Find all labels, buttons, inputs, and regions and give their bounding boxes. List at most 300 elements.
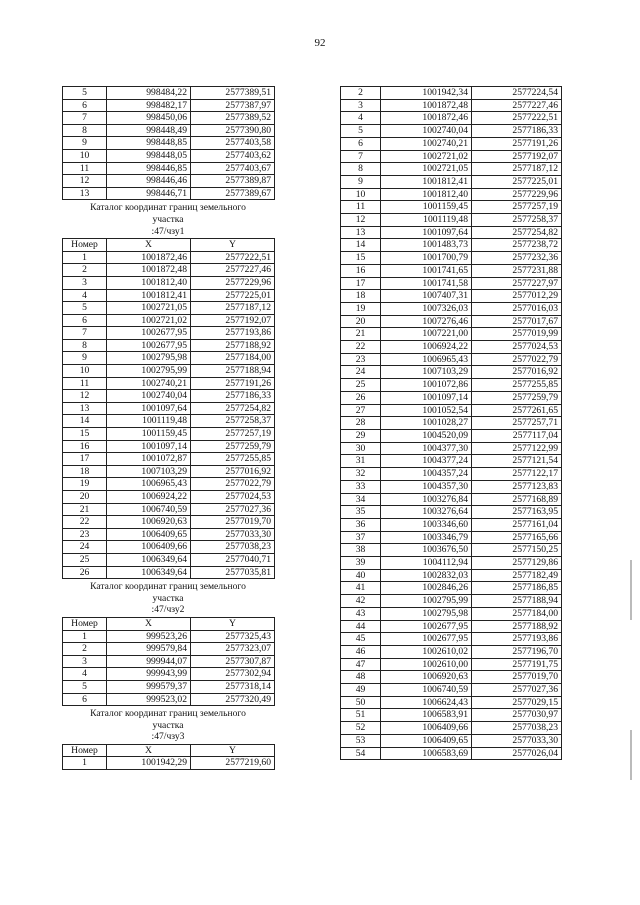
header-x: X bbox=[107, 239, 191, 252]
header-number: Номер bbox=[63, 239, 107, 252]
x-coordinate-cell: 1006409,65 bbox=[381, 734, 472, 747]
y-coordinate-cell: 2577261,65 bbox=[472, 404, 562, 417]
point-number-cell: 16 bbox=[341, 264, 381, 277]
y-coordinate-cell: 2577186,85 bbox=[472, 582, 562, 595]
point-number-cell: 4 bbox=[63, 289, 107, 302]
x-coordinate-cell: 1001097,14 bbox=[107, 440, 191, 453]
y-coordinate-cell: 2577029,15 bbox=[472, 696, 562, 709]
y-coordinate-cell: 2577227,46 bbox=[191, 264, 275, 277]
x-coordinate-cell: 1006740,59 bbox=[107, 503, 191, 516]
point-number-cell: 43 bbox=[341, 607, 381, 620]
x-coordinate-cell: 1006965,43 bbox=[381, 353, 472, 366]
x-coordinate-cell: 1006740,59 bbox=[381, 684, 472, 697]
catalog-caption-zu1: Каталог координат границ земельного участка :47/чзу1 bbox=[90, 202, 246, 237]
x-coordinate-cell: 1006920,63 bbox=[381, 671, 472, 684]
table-row bbox=[341, 633, 562, 646]
x-coordinate-cell: 1002740,04 bbox=[107, 390, 191, 403]
point-number-cell: 22 bbox=[341, 341, 381, 354]
x-coordinate-cell: 1001872,48 bbox=[107, 264, 191, 277]
y-coordinate-cell: 2577254,82 bbox=[472, 226, 562, 239]
header-y: Y bbox=[191, 239, 275, 252]
table-row bbox=[341, 518, 562, 531]
point-number-cell: 7 bbox=[341, 150, 381, 163]
point-number-cell: 7 bbox=[63, 327, 107, 340]
y-coordinate-cell: 2577038,23 bbox=[191, 541, 275, 554]
y-coordinate-cell: 2577227,97 bbox=[472, 277, 562, 290]
y-coordinate-cell: 2577302,94 bbox=[191, 668, 275, 681]
catalog-caption-zu3: Каталог координат границ земельного участка :47/чзу3 bbox=[90, 708, 246, 743]
table-row bbox=[63, 402, 275, 415]
point-number-cell: 10 bbox=[63, 149, 107, 162]
table-row bbox=[63, 440, 275, 453]
point-number-cell: 30 bbox=[341, 442, 381, 455]
table-row bbox=[341, 328, 562, 341]
table-row bbox=[341, 607, 562, 620]
point-number-cell: 15 bbox=[63, 428, 107, 441]
point-number-cell: 40 bbox=[341, 569, 381, 582]
x-coordinate-cell: 999579,37 bbox=[107, 680, 191, 693]
header-y: Y bbox=[191, 617, 275, 630]
header-x: X bbox=[107, 744, 191, 757]
table-row bbox=[341, 506, 562, 519]
x-coordinate-cell: 1007221,00 bbox=[381, 328, 472, 341]
y-coordinate-cell: 2577257,19 bbox=[472, 201, 562, 214]
x-coordinate-cell: 1002795,99 bbox=[381, 595, 472, 608]
table-row bbox=[63, 352, 275, 365]
y-coordinate-cell: 2577222,51 bbox=[191, 251, 275, 264]
point-number-cell: 9 bbox=[63, 352, 107, 365]
point-number-cell: 3 bbox=[341, 99, 381, 112]
y-coordinate-cell: 2577229,96 bbox=[191, 276, 275, 289]
point-number-cell: 13 bbox=[63, 187, 107, 200]
table-row bbox=[63, 553, 275, 566]
point-number-cell: 15 bbox=[341, 252, 381, 265]
y-coordinate-cell: 2577191,26 bbox=[191, 377, 275, 390]
point-number-cell: 9 bbox=[63, 137, 107, 150]
x-coordinate-cell: 1001159,45 bbox=[381, 201, 472, 214]
x-coordinate-cell: 1007276,46 bbox=[381, 315, 472, 328]
y-coordinate-cell: 2577258,37 bbox=[191, 415, 275, 428]
point-number-cell: 13 bbox=[63, 402, 107, 415]
y-coordinate-cell: 2577387,97 bbox=[191, 99, 275, 112]
y-coordinate-cell: 2577193,86 bbox=[191, 327, 275, 340]
point-number-cell: 10 bbox=[63, 365, 107, 378]
x-coordinate-cell: 1006409,65 bbox=[107, 528, 191, 541]
table-row bbox=[63, 377, 275, 390]
table-row bbox=[63, 251, 275, 264]
header-number: Номер bbox=[63, 617, 107, 630]
y-coordinate-cell: 2577229,96 bbox=[472, 188, 562, 201]
table-row bbox=[341, 544, 562, 557]
table-row bbox=[341, 480, 562, 493]
table-row bbox=[63, 528, 275, 541]
x-coordinate-cell: 1001812,40 bbox=[381, 188, 472, 201]
y-coordinate-cell: 2577117,04 bbox=[472, 429, 562, 442]
point-number-cell: 33 bbox=[341, 480, 381, 493]
table-row bbox=[63, 693, 275, 706]
point-number-cell: 27 bbox=[341, 404, 381, 417]
table-row bbox=[63, 162, 275, 175]
y-coordinate-cell: 2577129,86 bbox=[472, 557, 562, 570]
y-coordinate-cell: 2577123,83 bbox=[472, 480, 562, 493]
x-coordinate-cell: 1006965,43 bbox=[107, 478, 191, 491]
page-number: 92 bbox=[314, 37, 326, 49]
left-column bbox=[62, 86, 274, 770]
x-coordinate-cell: 1002677,95 bbox=[381, 633, 472, 646]
y-coordinate-cell: 2577188,92 bbox=[472, 620, 562, 633]
x-coordinate-cell: 1002721,02 bbox=[107, 314, 191, 327]
x-coordinate-cell: 1002795,98 bbox=[381, 607, 472, 620]
y-coordinate-cell: 2577024,53 bbox=[191, 491, 275, 504]
table-row bbox=[341, 366, 562, 379]
y-coordinate-cell: 2577257,19 bbox=[191, 428, 275, 441]
y-coordinate-cell: 2577182,49 bbox=[472, 569, 562, 582]
point-number-cell: 32 bbox=[341, 468, 381, 481]
point-number-cell: 6 bbox=[63, 314, 107, 327]
y-coordinate-cell: 2577224,54 bbox=[472, 87, 562, 100]
table-row bbox=[341, 429, 562, 442]
x-coordinate-cell: 999943,99 bbox=[107, 668, 191, 681]
point-number-cell: 2 bbox=[63, 264, 107, 277]
y-coordinate-cell: 2577187,12 bbox=[191, 302, 275, 315]
x-coordinate-cell: 1001119,48 bbox=[381, 214, 472, 227]
point-number-cell: 24 bbox=[63, 541, 107, 554]
x-coordinate-cell: 1006924,22 bbox=[381, 341, 472, 354]
table-row bbox=[341, 252, 562, 265]
point-number-cell: 1 bbox=[63, 757, 107, 770]
point-number-cell: 8 bbox=[63, 124, 107, 137]
table-row bbox=[63, 655, 275, 668]
table-row bbox=[341, 620, 562, 633]
y-coordinate-cell: 2577231,88 bbox=[472, 264, 562, 277]
y-coordinate-cell: 2577161,04 bbox=[472, 518, 562, 531]
point-number-cell: 1 bbox=[63, 251, 107, 264]
table-row bbox=[63, 390, 275, 403]
x-coordinate-cell: 1003276,84 bbox=[381, 493, 472, 506]
point-number-cell: 38 bbox=[341, 544, 381, 557]
point-number-cell: 1 bbox=[63, 630, 107, 643]
x-coordinate-cell: 1001097,64 bbox=[107, 402, 191, 415]
x-coordinate-cell: 1001812,41 bbox=[381, 175, 472, 188]
header-number: Номер bbox=[63, 744, 107, 757]
x-coordinate-cell: 1001483,73 bbox=[381, 239, 472, 252]
x-coordinate-cell: 1002721,05 bbox=[381, 163, 472, 176]
table-row bbox=[341, 391, 562, 404]
point-number-cell: 2 bbox=[341, 87, 381, 100]
x-coordinate-cell: 998484,22 bbox=[107, 87, 191, 100]
point-number-cell: 26 bbox=[341, 391, 381, 404]
table-row bbox=[63, 643, 275, 656]
point-number-cell: 31 bbox=[341, 455, 381, 468]
y-coordinate-cell: 2577040,71 bbox=[191, 553, 275, 566]
point-number-cell: 47 bbox=[341, 658, 381, 671]
x-coordinate-cell: 1001942,34 bbox=[381, 87, 472, 100]
point-number-cell: 3 bbox=[63, 276, 107, 289]
y-coordinate-cell: 2577026,04 bbox=[472, 747, 562, 760]
y-coordinate-cell: 2577227,46 bbox=[472, 99, 562, 112]
table-row bbox=[341, 112, 562, 125]
x-coordinate-cell: 1006583,91 bbox=[381, 709, 472, 722]
point-number-cell: 8 bbox=[63, 339, 107, 352]
right-column bbox=[340, 86, 561, 760]
point-number-cell: 24 bbox=[341, 366, 381, 379]
table-row bbox=[341, 175, 562, 188]
x-coordinate-cell: 999579,84 bbox=[107, 643, 191, 656]
x-coordinate-cell: 1006583,69 bbox=[381, 747, 472, 760]
point-number-cell: 14 bbox=[341, 239, 381, 252]
point-number-cell: 4 bbox=[341, 112, 381, 125]
table-row bbox=[63, 668, 275, 681]
x-coordinate-cell: 1006409,66 bbox=[107, 541, 191, 554]
table-row bbox=[63, 365, 275, 378]
table-row bbox=[63, 757, 275, 770]
x-coordinate-cell: 1001072,86 bbox=[381, 379, 472, 392]
coord-table-zu2 bbox=[62, 617, 275, 706]
point-number-cell: 17 bbox=[341, 277, 381, 290]
x-coordinate-cell: 998448,49 bbox=[107, 124, 191, 137]
x-coordinate-cell: 1004377,24 bbox=[381, 455, 472, 468]
point-number-cell: 26 bbox=[63, 566, 107, 579]
table-row bbox=[341, 226, 562, 239]
x-coordinate-cell: 998446,46 bbox=[107, 175, 191, 188]
point-number-cell: 9 bbox=[341, 175, 381, 188]
table-row bbox=[341, 417, 562, 430]
table-row bbox=[341, 150, 562, 163]
x-coordinate-cell: 1007326,03 bbox=[381, 302, 472, 315]
y-coordinate-cell: 2577122,17 bbox=[472, 468, 562, 481]
x-coordinate-cell: 1002740,21 bbox=[381, 137, 472, 150]
table-row bbox=[341, 468, 562, 481]
x-coordinate-cell: 1002677,95 bbox=[107, 339, 191, 352]
table-row bbox=[63, 289, 275, 302]
point-number-cell: 29 bbox=[341, 429, 381, 442]
x-coordinate-cell: 1001741,58 bbox=[381, 277, 472, 290]
y-coordinate-cell: 2577188,92 bbox=[191, 339, 275, 352]
table-row bbox=[63, 680, 275, 693]
y-coordinate-cell: 2577390,80 bbox=[191, 124, 275, 137]
x-coordinate-cell: 999523,26 bbox=[107, 630, 191, 643]
coord-table-zu3 bbox=[62, 744, 275, 770]
y-coordinate-cell: 2577187,12 bbox=[472, 163, 562, 176]
y-coordinate-cell: 2577165,66 bbox=[472, 531, 562, 544]
y-coordinate-cell: 2577219,60 bbox=[191, 757, 275, 770]
header-x: X bbox=[107, 617, 191, 630]
x-coordinate-cell: 1004520,09 bbox=[381, 429, 472, 442]
table-row bbox=[341, 531, 562, 544]
table-row bbox=[63, 428, 275, 441]
x-coordinate-cell: 1002795,99 bbox=[107, 365, 191, 378]
y-coordinate-cell: 2577222,51 bbox=[472, 112, 562, 125]
point-number-cell: 25 bbox=[341, 379, 381, 392]
y-coordinate-cell: 2577320,49 bbox=[191, 693, 275, 706]
point-number-cell: 19 bbox=[341, 302, 381, 315]
x-coordinate-cell: 1006920,63 bbox=[107, 516, 191, 529]
x-coordinate-cell: 1001872,46 bbox=[107, 251, 191, 264]
y-coordinate-cell: 2577016,92 bbox=[191, 465, 275, 478]
x-coordinate-cell: 1004357,30 bbox=[381, 480, 472, 493]
point-number-cell: 21 bbox=[341, 328, 381, 341]
x-coordinate-cell: 1003676,50 bbox=[381, 544, 472, 557]
x-coordinate-cell: 1007103,29 bbox=[381, 366, 472, 379]
table-row bbox=[341, 747, 562, 760]
point-number-cell: 18 bbox=[341, 290, 381, 303]
x-coordinate-cell: 1004112,94 bbox=[381, 557, 472, 570]
table-row bbox=[63, 264, 275, 277]
y-coordinate-cell: 2577259,79 bbox=[472, 391, 562, 404]
x-coordinate-cell: 1006924,22 bbox=[107, 491, 191, 504]
table-row bbox=[63, 465, 275, 478]
x-coordinate-cell: 1002740,04 bbox=[381, 125, 472, 138]
point-number-cell: 37 bbox=[341, 531, 381, 544]
y-coordinate-cell: 2577403,67 bbox=[191, 162, 275, 175]
table-row bbox=[341, 442, 562, 455]
table-row bbox=[341, 188, 562, 201]
point-number-cell: 45 bbox=[341, 633, 381, 646]
y-coordinate-cell: 2577191,75 bbox=[472, 658, 562, 671]
y-coordinate-cell: 2577193,86 bbox=[472, 633, 562, 646]
y-coordinate-cell: 2577257,71 bbox=[472, 417, 562, 430]
x-coordinate-cell: 1001942,29 bbox=[107, 757, 191, 770]
y-coordinate-cell: 2577225,01 bbox=[191, 289, 275, 302]
x-coordinate-cell: 998446,71 bbox=[107, 187, 191, 200]
x-coordinate-cell: 1001700,79 bbox=[381, 252, 472, 265]
y-coordinate-cell: 2577403,58 bbox=[191, 137, 275, 150]
table-row bbox=[341, 671, 562, 684]
x-coordinate-cell: 1006349,64 bbox=[107, 566, 191, 579]
point-number-cell: 44 bbox=[341, 620, 381, 633]
point-number-cell: 3 bbox=[63, 655, 107, 668]
table-row bbox=[63, 503, 275, 516]
table-row bbox=[63, 276, 275, 289]
x-coordinate-cell: 1001812,40 bbox=[107, 276, 191, 289]
y-coordinate-cell: 2577184,00 bbox=[191, 352, 275, 365]
x-coordinate-cell: 998450,06 bbox=[107, 112, 191, 125]
table-row bbox=[341, 493, 562, 506]
x-coordinate-cell: 1001812,41 bbox=[107, 289, 191, 302]
y-coordinate-cell: 2577258,37 bbox=[472, 214, 562, 227]
y-coordinate-cell: 2577019,70 bbox=[472, 671, 562, 684]
x-coordinate-cell: 1002846,26 bbox=[381, 582, 472, 595]
point-number-cell: 22 bbox=[63, 516, 107, 529]
point-number-cell: 8 bbox=[341, 163, 381, 176]
point-number-cell: 19 bbox=[63, 478, 107, 491]
table-row bbox=[341, 290, 562, 303]
y-coordinate-cell: 2577024,53 bbox=[472, 341, 562, 354]
table-row bbox=[63, 99, 275, 112]
y-coordinate-cell: 2577030,97 bbox=[472, 709, 562, 722]
x-coordinate-cell: 998448,85 bbox=[107, 137, 191, 150]
table-row bbox=[341, 684, 562, 697]
point-number-cell: 14 bbox=[63, 415, 107, 428]
point-number-cell: 52 bbox=[341, 722, 381, 735]
table-row bbox=[341, 239, 562, 252]
y-coordinate-cell: 2577184,00 bbox=[472, 607, 562, 620]
table-row bbox=[63, 137, 275, 150]
coord-table-zu3-continued bbox=[340, 86, 562, 760]
y-coordinate-cell: 2577163,95 bbox=[472, 506, 562, 519]
table-row bbox=[63, 566, 275, 579]
point-number-cell: 5 bbox=[63, 302, 107, 315]
point-number-cell: 12 bbox=[341, 214, 381, 227]
table-row bbox=[63, 630, 275, 643]
y-coordinate-cell: 2577019,99 bbox=[472, 328, 562, 341]
table-row bbox=[341, 455, 562, 468]
x-coordinate-cell: 1002740,21 bbox=[107, 377, 191, 390]
point-number-cell: 34 bbox=[341, 493, 381, 506]
y-coordinate-cell: 2577012,29 bbox=[472, 290, 562, 303]
y-coordinate-cell: 2577192,07 bbox=[472, 150, 562, 163]
x-coordinate-cell: 1003346,60 bbox=[381, 518, 472, 531]
point-number-cell: 4 bbox=[63, 668, 107, 681]
point-number-cell: 10 bbox=[341, 188, 381, 201]
scan-margin-mark bbox=[630, 730, 632, 780]
table-row bbox=[63, 112, 275, 125]
y-coordinate-cell: 2577307,87 bbox=[191, 655, 275, 668]
point-number-cell: 23 bbox=[63, 528, 107, 541]
y-coordinate-cell: 2577389,52 bbox=[191, 112, 275, 125]
point-number-cell: 13 bbox=[341, 226, 381, 239]
table-row bbox=[63, 87, 275, 100]
x-coordinate-cell: 998448,05 bbox=[107, 149, 191, 162]
y-coordinate-cell: 2577191,26 bbox=[472, 137, 562, 150]
table-header-row bbox=[63, 744, 275, 757]
header-y: Y bbox=[191, 744, 275, 757]
y-coordinate-cell: 2577019,70 bbox=[191, 516, 275, 529]
y-coordinate-cell: 2577150,25 bbox=[472, 544, 562, 557]
point-number-cell: 39 bbox=[341, 557, 381, 570]
point-number-cell: 2 bbox=[63, 643, 107, 656]
point-number-cell: 41 bbox=[341, 582, 381, 595]
y-coordinate-cell: 2577016,92 bbox=[472, 366, 562, 379]
x-coordinate-cell: 1003346,79 bbox=[381, 531, 472, 544]
point-number-cell: 11 bbox=[63, 377, 107, 390]
x-coordinate-cell: 1002721,05 bbox=[107, 302, 191, 315]
point-number-cell: 20 bbox=[341, 315, 381, 328]
point-number-cell: 21 bbox=[63, 503, 107, 516]
table-row bbox=[341, 595, 562, 608]
table-row bbox=[341, 379, 562, 392]
y-coordinate-cell: 2577027,36 bbox=[472, 684, 562, 697]
y-coordinate-cell: 2577232,36 bbox=[472, 252, 562, 265]
point-number-cell: 11 bbox=[63, 162, 107, 175]
x-coordinate-cell: 1001028,27 bbox=[381, 417, 472, 430]
point-number-cell: 20 bbox=[63, 491, 107, 504]
table-row bbox=[341, 557, 562, 570]
x-coordinate-cell: 1007103,29 bbox=[107, 465, 191, 478]
point-number-cell: 54 bbox=[341, 747, 381, 760]
y-coordinate-cell: 2577016,03 bbox=[472, 302, 562, 315]
table-row bbox=[341, 87, 562, 100]
y-coordinate-cell: 2577403,62 bbox=[191, 149, 275, 162]
x-coordinate-cell: 999944,07 bbox=[107, 655, 191, 668]
table-row bbox=[63, 491, 275, 504]
point-number-cell: 6 bbox=[63, 99, 107, 112]
table-row bbox=[341, 696, 562, 709]
x-coordinate-cell: 1002677,95 bbox=[381, 620, 472, 633]
y-coordinate-cell: 2577389,67 bbox=[191, 187, 275, 200]
y-coordinate-cell: 2577168,89 bbox=[472, 493, 562, 506]
point-number-cell: 35 bbox=[341, 506, 381, 519]
table-row bbox=[341, 645, 562, 658]
y-coordinate-cell: 2577186,33 bbox=[191, 390, 275, 403]
y-coordinate-cell: 2577188,94 bbox=[191, 365, 275, 378]
y-coordinate-cell: 2577121,54 bbox=[472, 455, 562, 468]
point-number-cell: 16 bbox=[63, 440, 107, 453]
point-number-cell: 18 bbox=[63, 465, 107, 478]
table-row bbox=[63, 187, 275, 200]
point-number-cell: 11 bbox=[341, 201, 381, 214]
table-row bbox=[63, 175, 275, 188]
